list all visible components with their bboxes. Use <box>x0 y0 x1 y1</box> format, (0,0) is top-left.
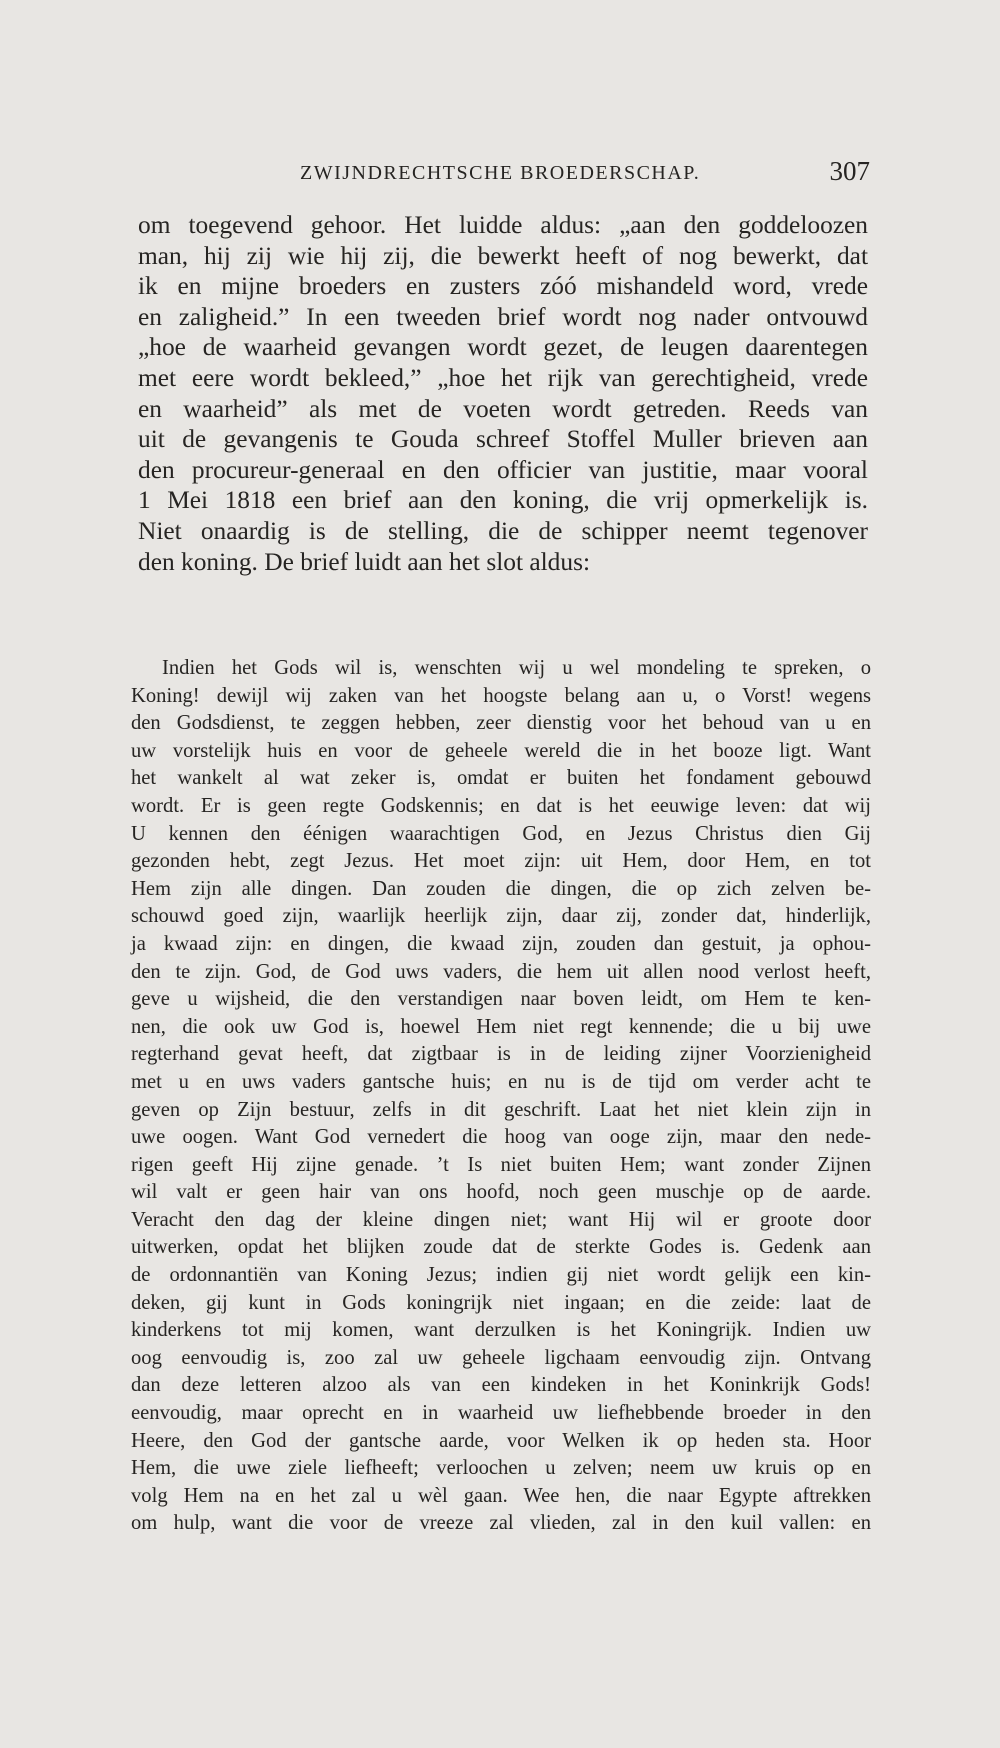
running-head <box>130 158 870 194</box>
quote-line: het wankelt al wat zeker is, omdat er buiten het fondament gebouwd <box>131 767 871 790</box>
quoted-letter <box>131 655 871 1538</box>
quote-line: uw vorstelijk huis en voor de geheele wereld die in het booze ligt. Want <box>131 739 871 762</box>
quote-line: nen, die ook uw God is, hoewel Hem niet regt kennende; die u bij uwe <box>131 1015 871 1038</box>
body-line: 1 Mei 1818 een brief aan den koning, die vrij opmerkelijk is. <box>138 486 868 515</box>
running-title: ZWIJNDRECHTSCHE BROEDERSCHAP. <box>300 162 701 184</box>
body-line: Niet onaardig is de stelling, die de schipper neemt tegenover <box>138 516 868 545</box>
quote-line: volg Hem na en het zal u wèl gaan. Wee hen, die naar Egypte aftrekken <box>131 1484 871 1507</box>
quote-line: uitwerken, opdat het blijken zoude dat de sterkte Godes is. Gedenk aan <box>131 1236 871 1259</box>
quote-line: Indien het Gods wil is, wenschten wij u wel mondeling te spreken, o <box>162 657 871 679</box>
quote-line: U kennen den éénigen waarachtigen God, en Jezus Christus dien Gij <box>131 822 871 845</box>
quote-line: geven op Zijn bestuur, zelfs in dit geschrift. Laat het niet klein zijn in <box>131 1098 871 1121</box>
body-line: uit de gevangenis te Gouda schreef Stoffel Muller brieven aan <box>138 425 868 454</box>
quote-line: wil valt er geen hair van ons hoofd, noch geen muschje op de aarde. <box>131 1181 871 1204</box>
quote-line: Veracht den dag der kleine dingen niet; want Hij wil er groote door <box>131 1208 871 1231</box>
body-line: en zaligheid.” In een tweeden brief wordt nog nader ontvouwd <box>138 302 868 331</box>
body-line: en waarheid” als met de voeten wordt getreden. Reeds van <box>138 394 868 423</box>
body-line: den koning. De brief luidt aan het slot aldus: <box>138 547 590 576</box>
quote-line: wordt. Er is geen regte Godskennis; en dat is het eeuwige leven: dat wij <box>131 794 871 817</box>
quote-line: Hem zijn alle dingen. Dan zouden die dingen, die op zich zelven be- <box>131 877 871 900</box>
body-line: om toegevend gehoor. Het luidde aldus: „aan den goddeloozen <box>138 211 868 239</box>
quote-line: den Godsdienst, te zeggen hebben, zeer dienstig voor het behoud van u en <box>131 712 871 735</box>
quote-line: Koning! dewijl wij zaken van het hoogste belang aan u, o Vorst! wegens <box>131 684 871 707</box>
quote-line: Heere, den God der gantsche aarde, voor Welken ik op heden sta. Hoor <box>131 1429 871 1452</box>
quote-line: ja kwaad zijn: en dingen, die kwaad zijn, zouden dan gestuit, ja ophou- <box>131 932 871 955</box>
quote-line: oog eenvoudig is, zoo zal uw geheele ligchaam eenvoudig zijn. Ontvang <box>131 1346 871 1369</box>
quote-line: uwe oogen. Want God vernedert die hoog van ooge zijn, maar den nede- <box>131 1126 871 1149</box>
body-line: den procureur-generaal en den officier van justitie, maar vooral <box>138 455 868 484</box>
quote-line: deken, gij kunt in Gods koningrijk niet ingaan; en die zeide: laat de <box>131 1291 871 1314</box>
quote-line: rigen geeft Hij zijne genade. ’t Is niet buiten Hem; want zonder Zijnen <box>131 1153 871 1176</box>
body-line: ik en mijne broeders en zusters zóó mishandeld word, vrede <box>138 272 868 301</box>
quote-line: schouwd goed zijn, waarlijk heerlijk zijn, daar zij, zonder dat, hinderlijk, <box>131 905 871 928</box>
quote-line: met u en uws vaders gantsche huis; en nu is de tijd om verder acht te <box>131 1070 871 1093</box>
quote-line: eenvoudig, maar oprecht en in waarheid uw liefhebbende broeder in den <box>131 1402 871 1425</box>
quote-line: Hem, die uwe ziele liefheeft; verloochen u zelven; neem uw kruis op en <box>131 1457 871 1480</box>
body-line: met eere wordt bekleed,” „hoe het rijk van gerechtigheid, vrede <box>138 363 868 392</box>
quote-line: om hulp, want die voor de vreeze zal vlieden, zal in den kuil vallen: en <box>131 1512 871 1535</box>
quote-line: geve u wijsheid, die den verstandigen naar boven leidt, om Hem te ken- <box>131 988 871 1011</box>
quote-line: de ordonnantiën van Koning Jezus; indien gij niet wordt gelijk een kin- <box>131 1264 871 1287</box>
quote-line: gezonden hebt, zegt Jezus. Het moet zijn: uit Hem, door Hem, en tot <box>131 850 871 873</box>
quote-line: den te zijn. God, de God uws vaders, die hem uit allen nood verlost heeft, <box>131 960 871 983</box>
quote-line: dan deze letteren alzoo als van een kindeken in het Koninkrijk Gods! <box>131 1374 871 1397</box>
quote-line: regterhand gevat heeft, dat zigtbaar is in de leiding zijner Voorzienigheid <box>131 1043 871 1066</box>
body-line: „hoe de waarheid gevangen wordt gezet, de leugen daarentegen <box>138 333 868 362</box>
body-paragraph <box>138 210 868 577</box>
page-number: 307 <box>829 156 870 186</box>
quote-line: kinderkens tot mij komen, want derzulken is het Koningrijk. Indien uw <box>131 1319 871 1342</box>
body-line: man, hij zij wie hij zij, die bewerkt heeft of nog bewerkt, dat <box>138 241 868 270</box>
